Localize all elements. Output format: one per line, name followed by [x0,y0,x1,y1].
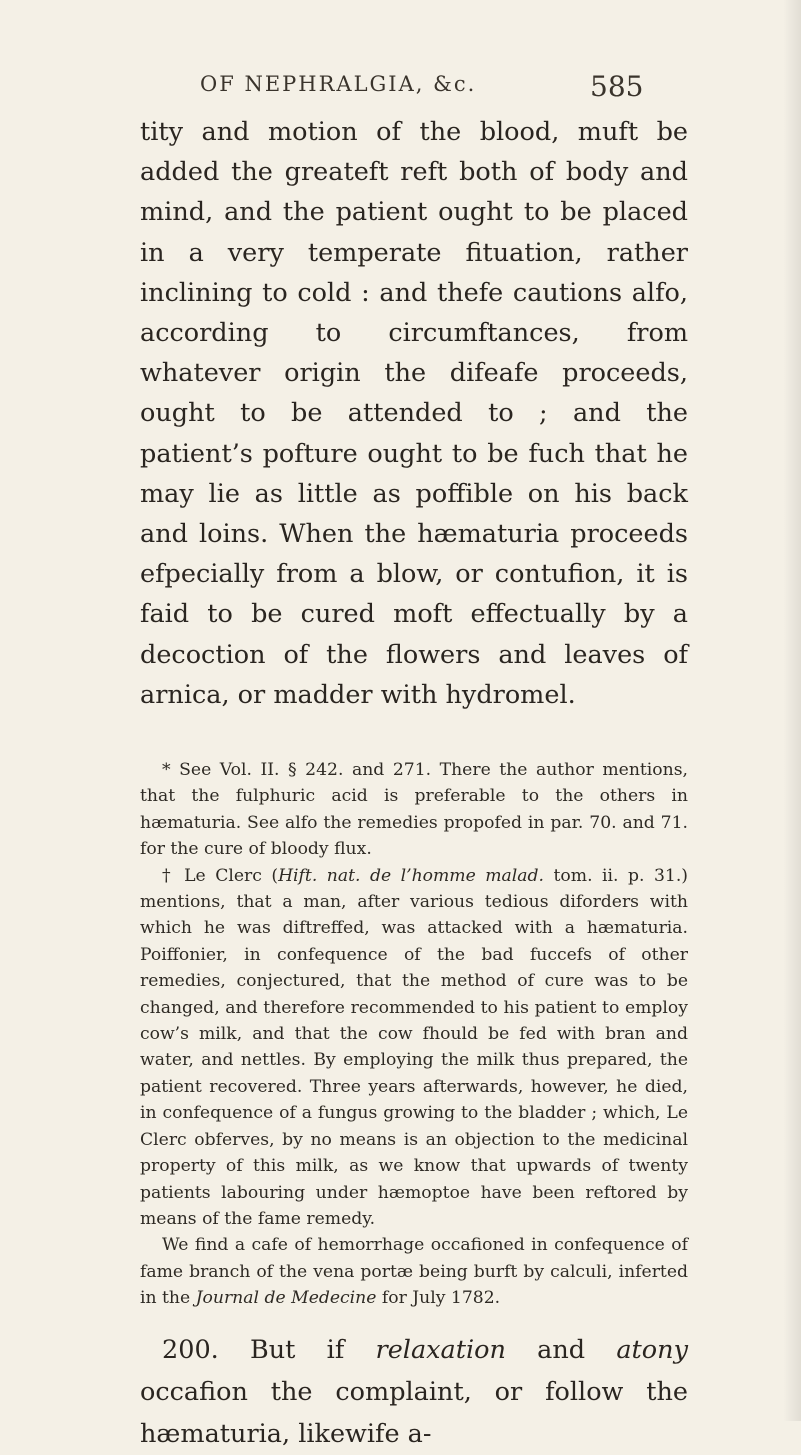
footnote-journal: Journal de Medecine [195,1288,377,1309]
page-number: 585 [590,70,644,103]
footnote-dagger [140,863,688,1233]
footnote-second [140,1232,688,1311]
paragraph-lead: But if [218,1334,376,1365]
paragraph-and: and [505,1334,617,1365]
footnote-star: * See Vol. II. § 242. and 271. There the author mentions, that the fulphuric acid is preferable to the others in hæmaturia. See alfo the remedies propofed in par. 70. and 71. for the cure of bloody flux. [140,760,688,860]
page-edge-shadow [783,0,801,1421]
paragraph-number: 200. [162,1334,219,1365]
footnote-second-start: We find a cafe of hemorrhage occafioned in confequence of fame branch of the vena portæ being burft by calculi, inferted in the [140,1235,688,1309]
main-text [140,112,688,715]
footnote-dagger-text: tom. ii. p. 31.) mentions, that a man, after various tedious diforders with which he was diftreffed, was attacked with a hæmaturia. Poiffonier, in confequence of the bad fuccefs of other remedies, conjectured, that the method of cure was to be changed, and therefore recommended to his patient to employ cow’s milk, and that the cow fhould be fed with bran and water, and nettles. By employing the milk thus prepared, the patient recovered. Three years afterwards, however, he died, in confequence of a fungus growing to the bladder ; which, Le Clerc obferves, by no means is an objection to the medicinal property of this milk, as we know that upwards of twenty patients labouring under hæmoptoe have been reftored by means of the fame remedy. [140,865,688,1229]
paragraph-200 [140,1329,688,1455]
main-paragraph: tity and motion of the blood, muft be added the greateft reft both of body and mind, and the patient ought to be placed in a very temperate fituation, rather inclining to cold : and thefe cautions alfo, according to circumftances, from whatever origin the difeafe proceeds, ought to be attended to ; and the patient’s pofture ought to be fuch that he may lie as little as poffible on his back and loins. When the hæmaturia proceeds efpecially from a blow, or contufion, it is faid to be cured moft effectually by a decoction of the flowers and leaves of arnica, or madder with hydromel. [140,117,688,710]
term-relaxation: relaxation [375,1334,506,1365]
footnotes [140,757,688,1312]
footnote-second-end: for July 1782. [376,1288,501,1309]
term-atony: atony [616,1334,688,1365]
footnote-dagger-mark: † Le Clerc ( [162,865,279,886]
footnote-dagger-citation: Hift. nat. de l’homme malad. [278,865,545,886]
running-head: OF NEPHRALGIA, &c. [200,72,477,96]
paragraph-rest: occafion the complaint, or follow the hæmaturia, likewife a- [140,1376,688,1449]
